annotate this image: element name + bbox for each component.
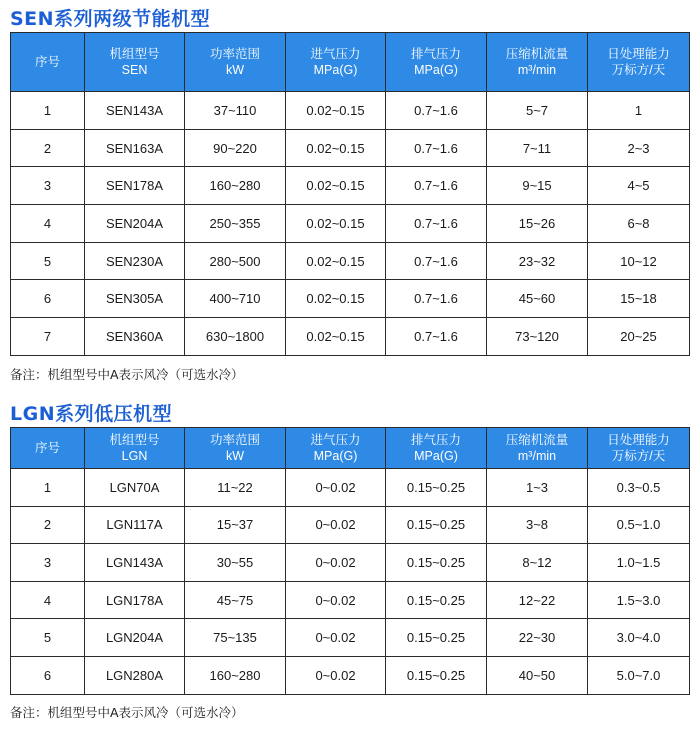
table-cell: 0~0.02 xyxy=(286,544,386,582)
table-cell: 1.0~1.5 xyxy=(588,544,690,582)
table-cell: 6 xyxy=(11,656,85,694)
table-row xyxy=(11,205,690,243)
sen-spec-table xyxy=(10,32,690,356)
table-cell: 45~75 xyxy=(185,581,286,619)
table-cell: 3.0~4.0 xyxy=(588,619,690,657)
table-cell: 160~280 xyxy=(185,167,286,205)
lgn-header-cell: 序号 xyxy=(11,428,85,469)
table-row xyxy=(11,318,690,356)
table-cell: 5 xyxy=(11,242,85,280)
table-row xyxy=(11,469,690,507)
table-cell: 0~0.02 xyxy=(286,656,386,694)
table-cell: 37~110 xyxy=(185,92,286,130)
table-cell: 1 xyxy=(11,469,85,507)
table-cell: 0.02~0.15 xyxy=(286,167,386,205)
table-cell: 5 xyxy=(11,619,85,657)
table-cell: 11~22 xyxy=(185,469,286,507)
table-cell: 15~37 xyxy=(185,506,286,544)
table-cell: 0~0.02 xyxy=(286,619,386,657)
table-cell: 0.02~0.15 xyxy=(286,205,386,243)
table-cell: 15~18 xyxy=(588,280,690,318)
table-cell: 15~26 xyxy=(487,205,588,243)
table-cell: 280~500 xyxy=(185,242,286,280)
sen-header-cell: 日处理能力 万标方/天 xyxy=(588,33,690,92)
table-cell: 9~15 xyxy=(487,167,588,205)
table-row xyxy=(11,129,690,167)
table-cell: SEN305A xyxy=(85,280,185,318)
table-cell: 6 xyxy=(11,280,85,318)
sen-header-cell: 机组型号 SEN xyxy=(85,33,185,92)
table-row xyxy=(11,581,690,619)
table-row xyxy=(11,92,690,130)
sen-footnote: 备注：机组型号中A表示风冷（可选水冷） xyxy=(10,366,244,382)
table-cell: 90~220 xyxy=(185,129,286,167)
table-cell: 3 xyxy=(11,167,85,205)
table-cell: 5~7 xyxy=(487,92,588,130)
table-cell: SEN360A xyxy=(85,318,185,356)
table-cell: 0.02~0.15 xyxy=(286,92,386,130)
table-cell: 0.7~1.6 xyxy=(386,167,487,205)
table-cell: 0.7~1.6 xyxy=(386,92,487,130)
table-cell: 0.7~1.6 xyxy=(386,205,487,243)
table-cell: 0.02~0.15 xyxy=(286,242,386,280)
lgn-header-cell: 日处理能力 万标方/天 xyxy=(588,428,690,469)
table-cell: 0.5~1.0 xyxy=(588,506,690,544)
table-cell: SEN230A xyxy=(85,242,185,280)
sen-header-cell: 功率范围 kW xyxy=(185,33,286,92)
table-cell: 0.02~0.15 xyxy=(286,318,386,356)
table-cell: 0.3~0.5 xyxy=(588,469,690,507)
table-cell: 0~0.02 xyxy=(286,581,386,619)
lgn-table-body xyxy=(11,469,690,695)
table-cell: 5.0~7.0 xyxy=(588,656,690,694)
sen-header-cell: 排气压力 MPa(G) xyxy=(386,33,487,92)
table-cell: 400~710 xyxy=(185,280,286,318)
table-cell: 630~1800 xyxy=(185,318,286,356)
table-cell: 10~12 xyxy=(588,242,690,280)
table-cell: 12~22 xyxy=(487,581,588,619)
table-cell: 75~135 xyxy=(185,619,286,657)
table-cell: 45~60 xyxy=(487,280,588,318)
table-cell: 0.15~0.25 xyxy=(386,619,487,657)
table-cell: 0.15~0.25 xyxy=(386,581,487,619)
table-cell: 7~11 xyxy=(487,129,588,167)
table-cell: 0.7~1.6 xyxy=(386,242,487,280)
table-cell: SEN204A xyxy=(85,205,185,243)
table-row xyxy=(11,167,690,205)
table-cell: 0.15~0.25 xyxy=(386,469,487,507)
table-cell: 0~0.02 xyxy=(286,469,386,507)
table-cell: 3~8 xyxy=(487,506,588,544)
lgn-section xyxy=(10,401,689,723)
table-cell: 8~12 xyxy=(487,544,588,582)
table-cell: SEN178A xyxy=(85,167,185,205)
sen-header-cell: 序号 xyxy=(11,33,85,92)
table-row xyxy=(11,619,690,657)
table-cell: LGN70A xyxy=(85,469,185,507)
table-row xyxy=(11,506,690,544)
lgn-header-cell: 排气压力 MPa(G) xyxy=(386,428,487,469)
table-cell: LGN143A xyxy=(85,544,185,582)
table-cell: 0~0.02 xyxy=(286,506,386,544)
table-cell: 0.02~0.15 xyxy=(286,129,386,167)
table-cell: 7 xyxy=(11,318,85,356)
table-cell: 0.7~1.6 xyxy=(386,129,487,167)
table-cell: 4 xyxy=(11,581,85,619)
table-cell: 1~3 xyxy=(487,469,588,507)
table-row xyxy=(11,656,690,694)
table-row xyxy=(11,242,690,280)
table-cell: 250~355 xyxy=(185,205,286,243)
table-cell: 3 xyxy=(11,544,85,582)
table-cell: 0.02~0.15 xyxy=(286,280,386,318)
table-cell: 4 xyxy=(11,205,85,243)
table-cell: 160~280 xyxy=(185,656,286,694)
table-cell: 0.7~1.6 xyxy=(386,318,487,356)
table-cell: LGN280A xyxy=(85,656,185,694)
table-cell: 6~8 xyxy=(588,205,690,243)
sen-header-cell: 压缩机流量 m³/min xyxy=(487,33,588,92)
table-row xyxy=(11,544,690,582)
table-cell: 2 xyxy=(11,129,85,167)
table-cell: 4~5 xyxy=(588,167,690,205)
lgn-header-cell: 进气压力 MPa(G) xyxy=(286,428,386,469)
table-cell: 0.15~0.25 xyxy=(386,656,487,694)
table-row xyxy=(11,280,690,318)
lgn-header-row xyxy=(11,428,690,469)
table-cell: 0.7~1.6 xyxy=(386,280,487,318)
sen-table-body xyxy=(11,92,690,356)
table-cell: 1 xyxy=(588,92,690,130)
table-cell: LGN117A xyxy=(85,506,185,544)
table-cell: 23~32 xyxy=(487,242,588,280)
table-cell: 2 xyxy=(11,506,85,544)
lgn-spec-table xyxy=(10,427,690,695)
table-cell: 1 xyxy=(11,92,85,130)
sen-header-cell: 进气压力 MPa(G) xyxy=(286,33,386,92)
table-cell: 2~3 xyxy=(588,129,690,167)
table-cell: 1.5~3.0 xyxy=(588,581,690,619)
table-cell: 0.15~0.25 xyxy=(386,544,487,582)
sen-header-row xyxy=(11,33,690,92)
sen-section xyxy=(10,6,689,385)
table-cell: 0.15~0.25 xyxy=(386,506,487,544)
sen-section-title: SEN系列两级节能机型 xyxy=(10,8,211,30)
table-cell: LGN204A xyxy=(85,619,185,657)
table-cell: 73~120 xyxy=(487,318,588,356)
table-cell: 40~50 xyxy=(487,656,588,694)
table-cell: 22~30 xyxy=(487,619,588,657)
table-cell: LGN178A xyxy=(85,581,185,619)
lgn-footnote: 备注：机组型号中A表示风冷（可选水冷） xyxy=(10,704,244,720)
lgn-header-cell: 压缩机流量 m³/min xyxy=(487,428,588,469)
lgn-header-cell: 机组型号 LGN xyxy=(85,428,185,469)
table-cell: SEN163A xyxy=(85,129,185,167)
table-cell: SEN143A xyxy=(85,92,185,130)
lgn-header-cell: 功率范围 kW xyxy=(185,428,286,469)
table-cell: 20~25 xyxy=(588,318,690,356)
table-cell: 30~55 xyxy=(185,544,286,582)
lgn-section-title: LGN系列低压机型 xyxy=(10,403,173,425)
